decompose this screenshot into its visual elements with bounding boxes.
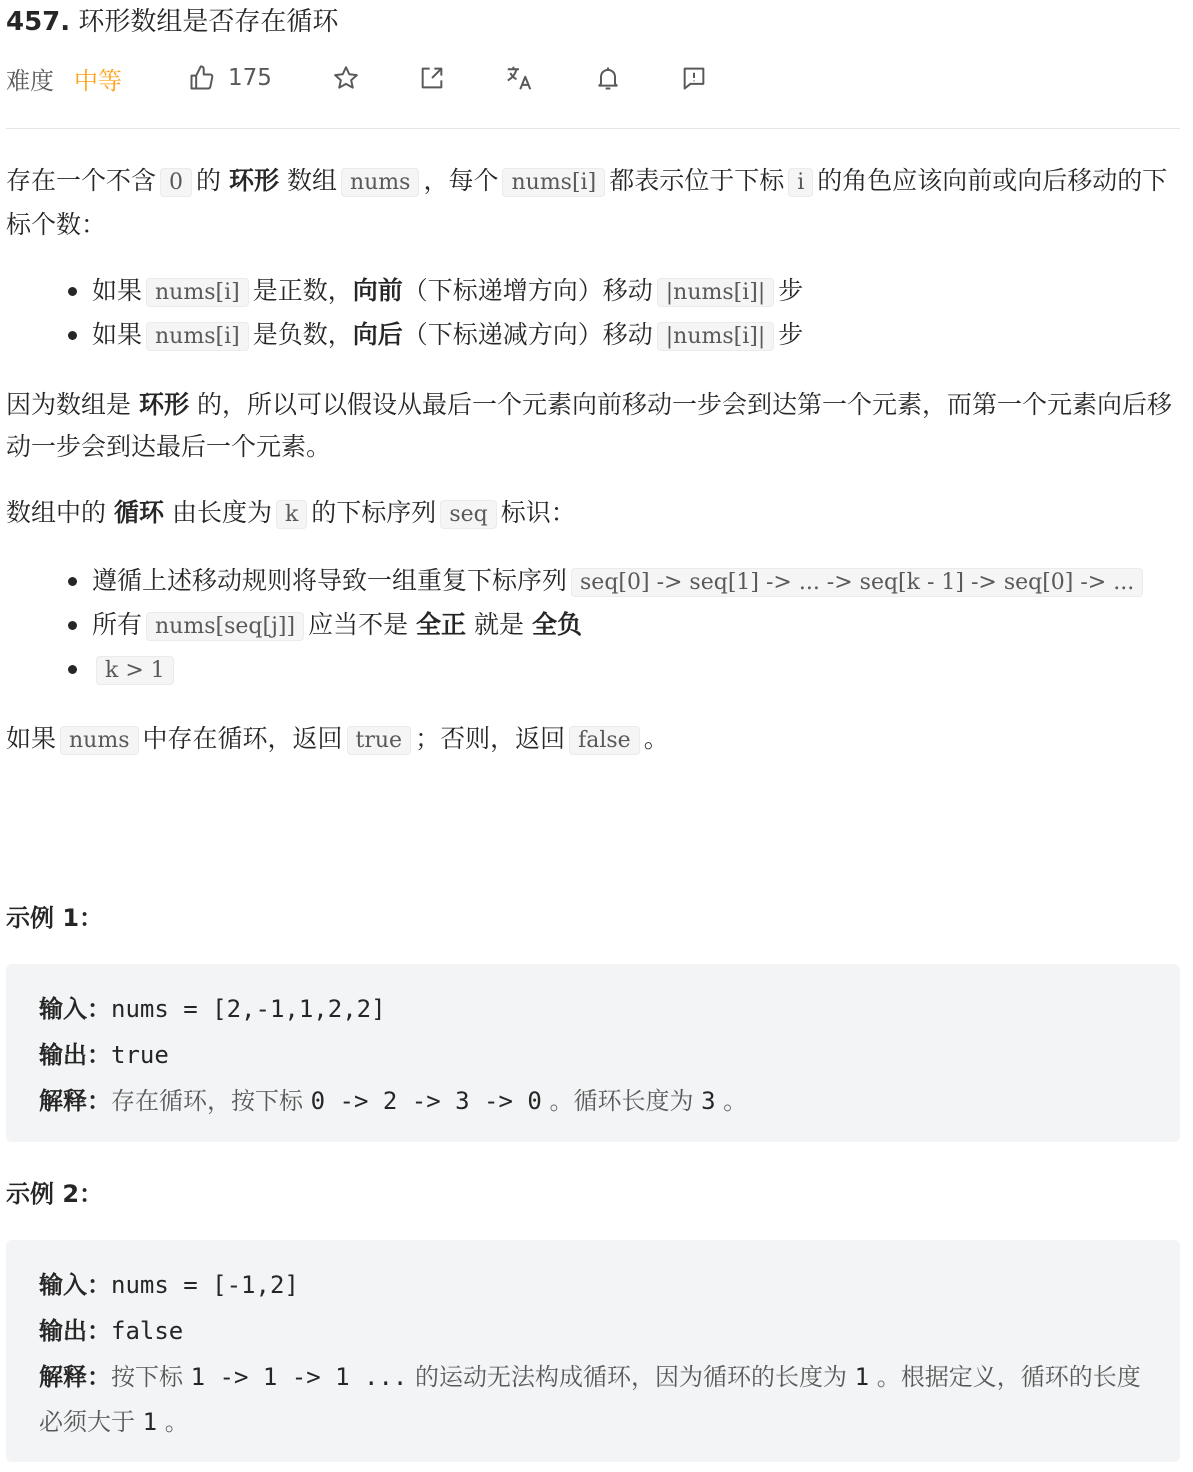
- bold-text: 全正: [416, 610, 467, 639]
- text: ；否则，返回: [415, 724, 566, 753]
- explanation-label: 解释：: [39, 1086, 111, 1115]
- text: （下标递减方向）移动: [402, 320, 653, 349]
- text: 遵循上述移动规则将导致一组重复下标序列: [92, 566, 568, 595]
- explanation-text: [111, 1087, 747, 1115]
- bold-text: 全负: [531, 610, 582, 639]
- explanation-code: 1 -> 1 -> 1 ...: [190, 1363, 408, 1391]
- text: 中存在循环，返回: [142, 724, 343, 753]
- explanation-segment: 。循环长度为: [541, 1087, 702, 1115]
- text: 数组: [286, 166, 337, 195]
- inline-code: |nums[i]|: [657, 278, 775, 307]
- inline-code: nums: [341, 168, 420, 197]
- list-item: [6, 604, 1180, 648]
- explanation-segment: 。根据定义，循环的长度必须大于: [39, 1363, 1141, 1436]
- output-value: false: [111, 1317, 184, 1345]
- text: 就是: [474, 610, 525, 639]
- text: 的角色应该向前或向后移动的下标个数：: [6, 166, 1168, 239]
- inline-code: true: [347, 726, 412, 755]
- inline-code: k: [276, 500, 307, 529]
- example-explanation: [39, 1078, 1147, 1124]
- explanation-segment: 的运动无法构成循环，因为循环的长度为: [407, 1363, 855, 1391]
- text: 。: [643, 724, 669, 753]
- text: 是正数，: [252, 276, 353, 305]
- explanation-segment: 按下标: [111, 1363, 191, 1391]
- explanation-code: 0 -> 2 -> 3 -> 0: [310, 1087, 542, 1115]
- feedback-icon[interactable]: [680, 64, 708, 92]
- output-label: 输出：: [39, 1316, 111, 1345]
- like-button[interactable]: [188, 64, 272, 92]
- header-divider: [6, 128, 1180, 129]
- text: 数组中的: [6, 498, 107, 527]
- explanation-label: 解释：: [39, 1362, 111, 1391]
- text: 如果: [92, 276, 143, 305]
- movement-rules-list: [6, 270, 1180, 358]
- like-count: 175: [228, 65, 272, 91]
- problem-title: [6, 2, 338, 42]
- bold-text: 向后: [352, 320, 403, 349]
- list-item: [6, 648, 1180, 692]
- explanation-code: 1: [142, 1408, 158, 1436]
- inline-code: seq[0] -> seq[1] -> ... -> seq[k - 1] -> seq[0] -> ...: [571, 568, 1143, 597]
- inline-code: i: [788, 168, 813, 197]
- example-2-title: 示例 2：: [6, 1180, 104, 1208]
- list-item: [6, 560, 1180, 604]
- inline-code: k > 1: [96, 656, 174, 685]
- description-paragraph: [6, 718, 1180, 762]
- text: 应当不是: [308, 610, 409, 639]
- description-paragraph: [6, 492, 1180, 536]
- explanation-code: 1: [854, 1363, 870, 1391]
- thumbs-up-icon: [188, 64, 216, 92]
- inline-code: 0: [160, 168, 192, 197]
- input-value: nums = [-1,2]: [111, 1271, 299, 1299]
- list-item: [6, 314, 1180, 358]
- text: 的下标序列: [311, 498, 437, 527]
- translate-icon[interactable]: [504, 63, 534, 93]
- text: ，每个: [423, 166, 499, 195]
- text: 存在一个不含: [6, 166, 157, 195]
- star-icon[interactable]: [332, 64, 360, 92]
- text: 如果: [6, 724, 57, 753]
- explanation-segment: 。: [157, 1408, 189, 1436]
- explanation-segment: 。: [715, 1087, 748, 1115]
- example-input: [39, 986, 1147, 1032]
- inline-code: nums[i]: [146, 322, 249, 351]
- input-label: 输入：: [39, 994, 111, 1023]
- explanation-code: 3: [701, 1087, 716, 1115]
- inline-code: false: [569, 726, 640, 755]
- inline-code: |nums[i]|: [657, 322, 775, 351]
- inline-code: nums: [60, 726, 139, 755]
- text: 都表示位于下标: [609, 166, 785, 195]
- text: 的，所以可以假设从最后一个元素向前移动一步会到达第一个元素，而第一个元素向后移动一步会到达最后一个元素。: [6, 390, 1172, 461]
- example-1-title: 示例 1：: [6, 904, 104, 932]
- inline-code: nums[seq[j]]: [146, 612, 304, 641]
- problem-description: [6, 160, 1180, 786]
- bold-text: 环形: [228, 166, 279, 195]
- text: 步: [778, 276, 804, 305]
- text: 由长度为: [171, 498, 272, 527]
- text: 是负数，: [252, 320, 353, 349]
- problem-title-text: 环形数组是否存在循环: [78, 7, 339, 37]
- input-value: nums = [2,-1,1,2,2]: [111, 995, 386, 1023]
- example-2-box: [6, 1240, 1180, 1462]
- text: 所有: [92, 610, 143, 639]
- list-item: [6, 270, 1180, 314]
- description-paragraph: [6, 384, 1180, 468]
- bell-icon[interactable]: [594, 64, 622, 92]
- description-paragraph: [6, 160, 1180, 246]
- bold-text: 循环: [113, 498, 164, 527]
- cycle-rules-list: [6, 560, 1180, 692]
- text: （下标递增方向）移动: [402, 276, 653, 305]
- output-label: 输出：: [39, 1040, 111, 1069]
- share-icon[interactable]: [418, 64, 446, 92]
- inline-code: seq: [440, 500, 496, 529]
- text: 如果: [92, 320, 143, 349]
- bold-text: 向前: [352, 276, 403, 305]
- example-output: [39, 1308, 1147, 1354]
- problem-meta-bar: [6, 58, 272, 98]
- text: 的: [196, 166, 222, 195]
- example-input: [39, 1262, 1147, 1308]
- explanation-segment: 存在循环，按下标: [111, 1087, 311, 1115]
- inline-code: nums[i]: [502, 168, 605, 197]
- difficulty-badge: 中等: [74, 66, 122, 95]
- problem-number: 457.: [6, 7, 71, 37]
- input-label: 输入：: [39, 1270, 111, 1299]
- example-explanation: [39, 1354, 1147, 1445]
- example-output: [39, 1032, 1147, 1078]
- text: 因为数组是: [6, 390, 132, 419]
- text: 标识：: [500, 498, 576, 527]
- example-1-box: [6, 964, 1180, 1142]
- explanation-text: [39, 1363, 1141, 1436]
- output-value: true: [111, 1041, 169, 1069]
- difficulty-label: 难度: [6, 66, 54, 95]
- bold-text: 环形: [138, 390, 189, 419]
- text: 步: [778, 320, 804, 349]
- inline-code: nums[i]: [146, 278, 249, 307]
